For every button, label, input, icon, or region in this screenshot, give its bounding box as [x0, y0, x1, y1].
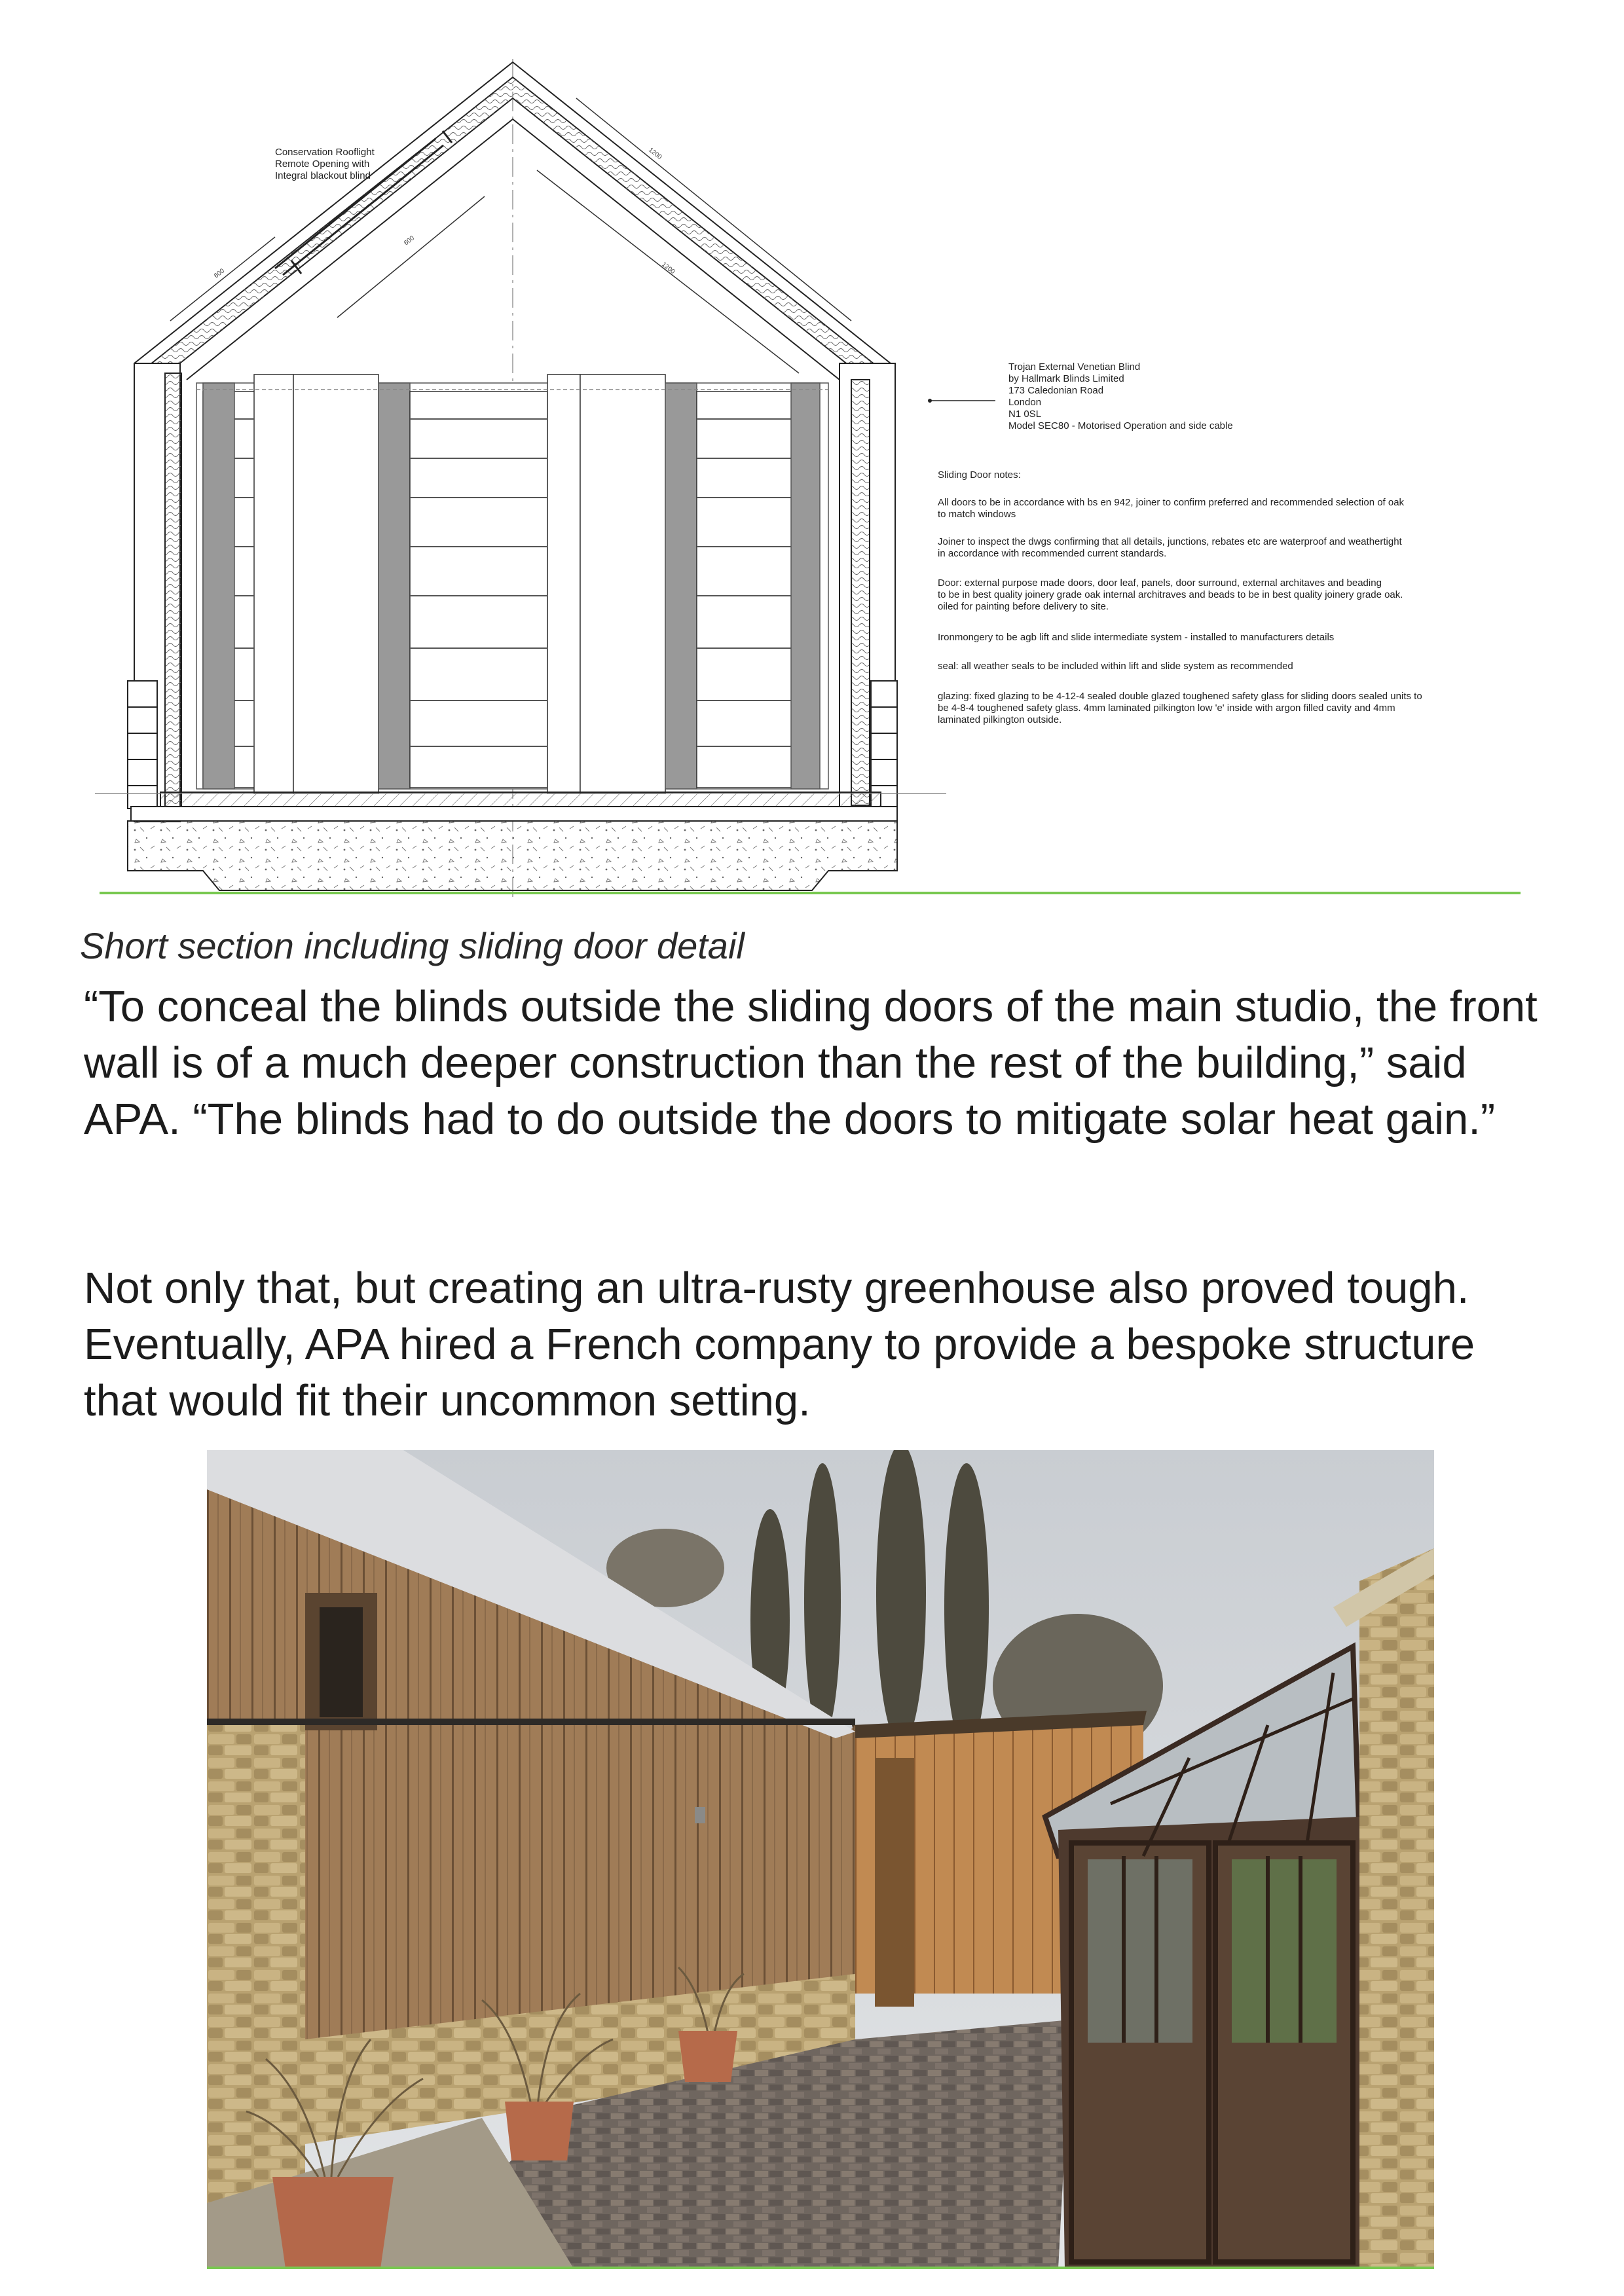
right-wall [840, 363, 897, 815]
svg-text:London: London [1008, 397, 1042, 408]
dim-2: 600 [403, 234, 416, 247]
dim-4: 1200 [660, 261, 676, 276]
svg-text:Joiner to inspect the dwgs con: Joiner to inspect the dwgs confirming that all details, junctions, rebates etc are waterproof and weathertight [938, 536, 1402, 547]
svg-text:to match windows: to match windows [938, 509, 1016, 520]
blind-note [1008, 361, 1233, 431]
svg-text:All doors to be in accordance: All doors to be in accordance with bs en 942, joiner to confirm preferred and recommended selection of oak [938, 497, 1405, 508]
dim-1: 600 [213, 267, 226, 280]
svg-text:glazing: fixed glazing to be 4: glazing: fixed glazing to be 4-12-4 sealed double glazed toughened safety glass for sliding doors sealed units to [938, 691, 1422, 702]
courtyard-photo [207, 1450, 1434, 2269]
door-elevation [196, 374, 828, 793]
svg-text:in accordance with recommended: in accordance with recommended current standards. [938, 548, 1167, 559]
figure-caption: Short section including sliding door detail [80, 925, 745, 966]
svg-text:oiled for painting before deli: oiled for painting before delivery to site. [938, 601, 1109, 612]
svg-text:Integral blackout blind: Integral blackout blind [275, 170, 371, 181]
svg-text:Trojan External Venetian Blind: Trojan External Venetian Blind [1008, 361, 1141, 373]
right-stone-wall [1359, 1548, 1434, 2269]
notes-heading: Sliding Door notes: [938, 469, 1021, 481]
left-wall [128, 363, 181, 822]
sliding-door-notes [938, 469, 1422, 725]
section-drawing [0, 0, 1624, 910]
svg-text:by Hallmark Blinds Limited: by Hallmark Blinds Limited [1008, 373, 1124, 384]
dim-3: 1200 [647, 146, 663, 162]
floor-slab [95, 792, 946, 890]
greenhouse-paragraph: Not only that, but creating an ultra-rusty greenhouse also proved tough. Eventually, APA hired a French company to provide a bespoke structure that would fit their uncommon setting. [84, 1264, 1475, 1425]
svg-text:Door: external purpose made do: Door: external purpose made doors, door leaf, panels, door surround, external architaves and beading [938, 577, 1382, 589]
svg-text:173 Caledonian Road: 173 Caledonian Road [1008, 385, 1104, 396]
svg-text:Remote Opening with: Remote Opening with [275, 158, 370, 170]
svg-text:seal: all weather seals to be: seal: all weather seals to be included within lift and slide system as recommended [938, 661, 1293, 672]
svg-text:Conservation Rooflight: Conservation Rooflight [275, 147, 375, 158]
quote-paragraph: “To conceal the blinds outside the sliding doors of the main studio, the front wall is of a much deeper construction than the rest of the building,” said APA. “The blinds had to do outside the doors to mitigate solar heat gain.” [84, 982, 1538, 1144]
svg-text:Ironmongery to be agb lift and: Ironmongery to be agb lift and slide intermediate system - installed to manufacturers details [938, 632, 1335, 643]
svg-text:Model SEC80 - Motorised Opera: Model SEC80 - Motorised Operation and side cable [1008, 420, 1233, 431]
svg-text:N1 0SL: N1 0SL [1008, 409, 1042, 420]
rooflight-note [275, 147, 375, 181]
svg-text:laminated pilkington outside.: laminated pilkington outside. [938, 714, 1062, 725]
photo-accent-rule [207, 2267, 1434, 2269]
svg-text:be 4-8-4 toughened safety glas: be 4-8-4 toughened safety glass. 4mm laminated pilkington low 'e' inside with argon filled cavity and 4mm [938, 702, 1395, 714]
svg-text:to be in best quality joinery: to be in best quality joinery grade oak internal architraves and beads to be in best quality joinery grade oak. [938, 589, 1403, 600]
